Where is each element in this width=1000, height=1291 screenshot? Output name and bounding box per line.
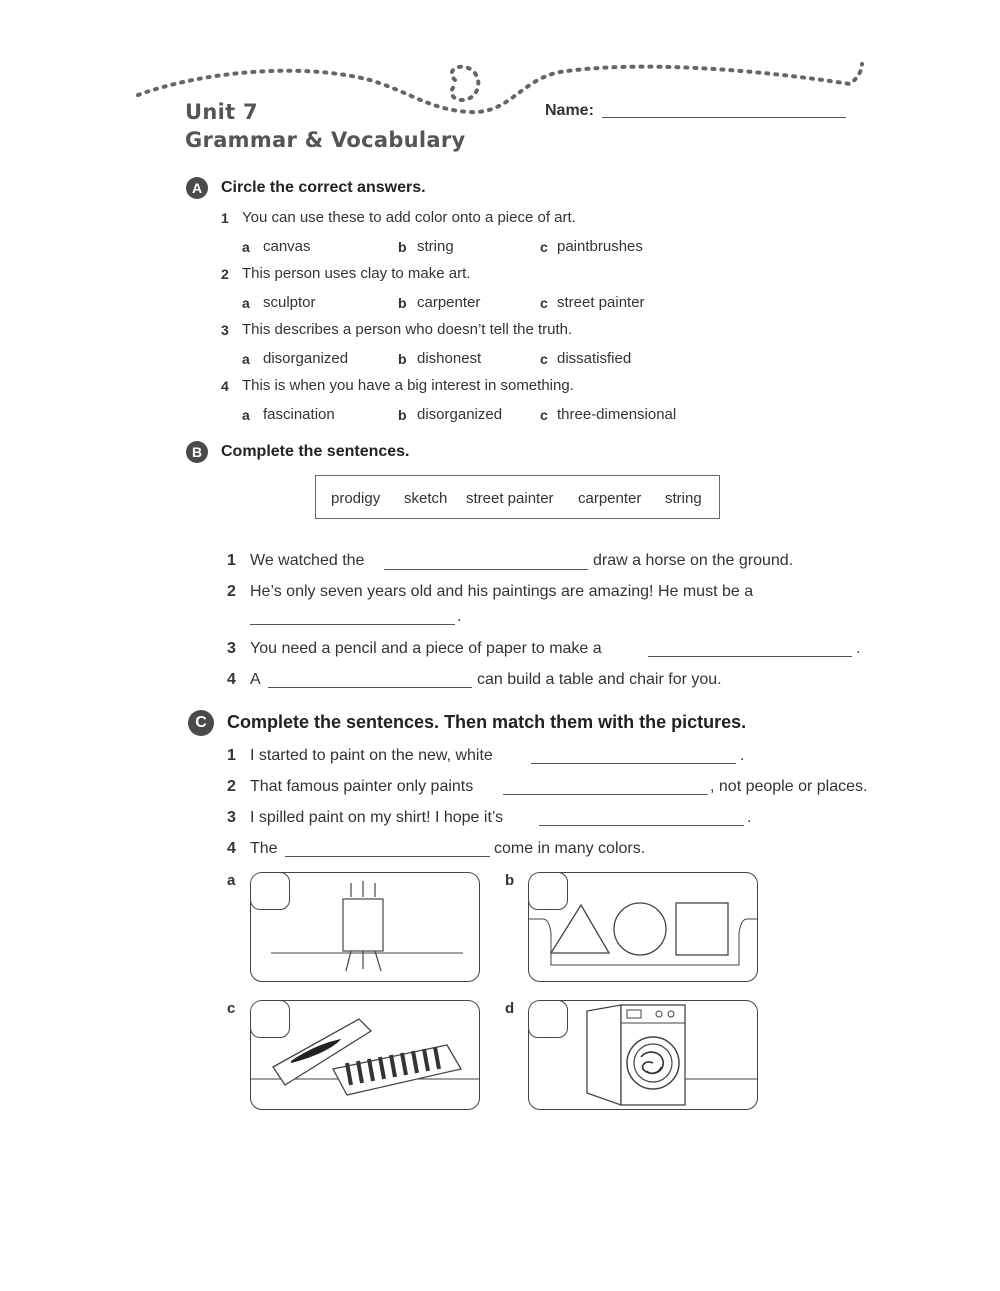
sentence-number: 4 <box>227 671 236 688</box>
section-a-badge: A <box>186 177 208 199</box>
question-text: This person uses clay to make art. <box>242 265 471 282</box>
picture-letter: a <box>227 872 236 889</box>
picture-letter: b <box>505 872 515 889</box>
word-bank-item: prodigy <box>331 490 381 507</box>
answer-option[interactable]: string <box>417 238 454 255</box>
section-b-badge: B <box>186 441 208 463</box>
question-number: 4 <box>221 378 229 394</box>
sentence-number: 3 <box>227 809 236 826</box>
sentence-number: 2 <box>227 778 236 795</box>
option-letter: b <box>398 351 407 367</box>
picture-b-answer-box[interactable] <box>528 872 568 910</box>
option-letter: b <box>398 407 407 423</box>
question-number: 1 <box>221 210 229 226</box>
question-number: 3 <box>221 322 229 338</box>
word-bank-item: string <box>665 490 702 507</box>
answer-blank[interactable] <box>503 794 708 795</box>
option-letter: c <box>540 351 548 367</box>
question-text: You can use these to add color onto a piece of art. <box>242 209 576 226</box>
sentence-text: A <box>250 671 261 688</box>
answer-blank[interactable] <box>539 825 744 826</box>
sentence-text: . <box>457 608 462 625</box>
picture-c-answer-box[interactable] <box>250 1000 290 1038</box>
sentence-text: He’s only seven years old and his paintings are amazing! He must be a <box>250 583 754 600</box>
answer-option[interactable]: canvas <box>263 238 311 255</box>
option-letter: a <box>242 407 250 423</box>
sentence-text: draw a horse on the ground. <box>593 552 794 569</box>
option-letter: a <box>242 351 250 367</box>
sentence-text: You need a pencil and a piece of paper to make a <box>250 640 602 657</box>
picture-a-answer-box[interactable] <box>250 872 290 910</box>
sentence-number: 2 <box>227 583 236 600</box>
answer-blank[interactable] <box>250 624 455 625</box>
word-bank-item: street painter <box>466 490 554 507</box>
sentence-text: can build a table and chair for you. <box>477 671 722 688</box>
sentence-number: 1 <box>227 747 236 764</box>
answer-option[interactable]: street painter <box>557 294 645 311</box>
answer-blank[interactable] <box>648 656 852 657</box>
picture-d <box>528 1000 758 1110</box>
section-c-badge: C <box>188 710 214 736</box>
sentence-text: . <box>856 640 861 657</box>
answer-option[interactable]: paintbrushes <box>557 238 643 255</box>
worksheet-subtitle: Grammar & Vocabulary <box>185 128 466 152</box>
section-a-heading: Circle the correct answers. <box>221 179 426 196</box>
sentence-text: come in many colors. <box>494 840 646 857</box>
picture-a <box>250 872 480 982</box>
sentence-text: We watched the <box>250 552 365 569</box>
dotted-swirl-decoration <box>0 0 1000 130</box>
answer-option[interactable]: disorganized <box>417 406 503 423</box>
answer-option[interactable]: carpenter <box>417 294 481 311</box>
question-text: This describes a person who doesn’t tell the truth. <box>242 321 573 338</box>
answer-option[interactable]: fascination <box>263 406 335 423</box>
answer-option[interactable]: dishonest <box>417 350 482 367</box>
picture-letter: d <box>505 1000 515 1017</box>
sentence-text: The <box>250 840 278 857</box>
name-field[interactable] <box>602 117 846 118</box>
picture-letter: c <box>227 1000 236 1017</box>
answer-option[interactable]: dissatisfied <box>557 350 632 367</box>
word-bank-item: sketch <box>404 490 448 507</box>
answer-blank[interactable] <box>268 687 472 688</box>
unit-title: Unit 7 <box>185 100 258 124</box>
sentence-text: I spilled paint on my shirt! I hope it’s <box>250 809 504 826</box>
sentence-text: . <box>740 747 745 764</box>
option-letter: b <box>398 239 407 255</box>
sentence-text: I started to paint on the new, white <box>250 747 493 764</box>
section-c-heading: Complete the sentences. Then match them with the pictures. <box>227 712 747 732</box>
question-number: 2 <box>221 266 229 282</box>
option-letter: a <box>242 295 250 311</box>
sentence-number: 1 <box>227 552 236 569</box>
answer-blank[interactable] <box>384 569 588 570</box>
picture-c <box>250 1000 480 1110</box>
option-letter: c <box>540 239 548 255</box>
word-bank-item: carpenter <box>578 490 642 507</box>
option-letter: a <box>242 239 250 255</box>
sentence-text: , not people or places. <box>710 778 868 795</box>
sentence-number: 4 <box>227 840 236 857</box>
name-label: Name: <box>545 102 594 119</box>
answer-blank[interactable] <box>285 856 490 857</box>
sentence-text: That famous painter only paints <box>250 778 474 795</box>
section-b-heading: Complete the sentences. <box>221 443 410 460</box>
option-letter: c <box>540 407 548 423</box>
picture-d-answer-box[interactable] <box>528 1000 568 1038</box>
answer-option[interactable]: sculptor <box>263 294 316 311</box>
answer-blank[interactable] <box>531 763 736 764</box>
question-text: This is when you have a big interest in something. <box>242 377 574 394</box>
option-letter: b <box>398 295 407 311</box>
sentence-text: . <box>747 809 752 826</box>
picture-b <box>528 872 758 982</box>
option-letter: c <box>540 295 548 311</box>
answer-option[interactable]: disorganized <box>263 350 349 367</box>
sentence-number: 3 <box>227 640 236 657</box>
answer-option[interactable]: three-dimensional <box>557 406 677 423</box>
